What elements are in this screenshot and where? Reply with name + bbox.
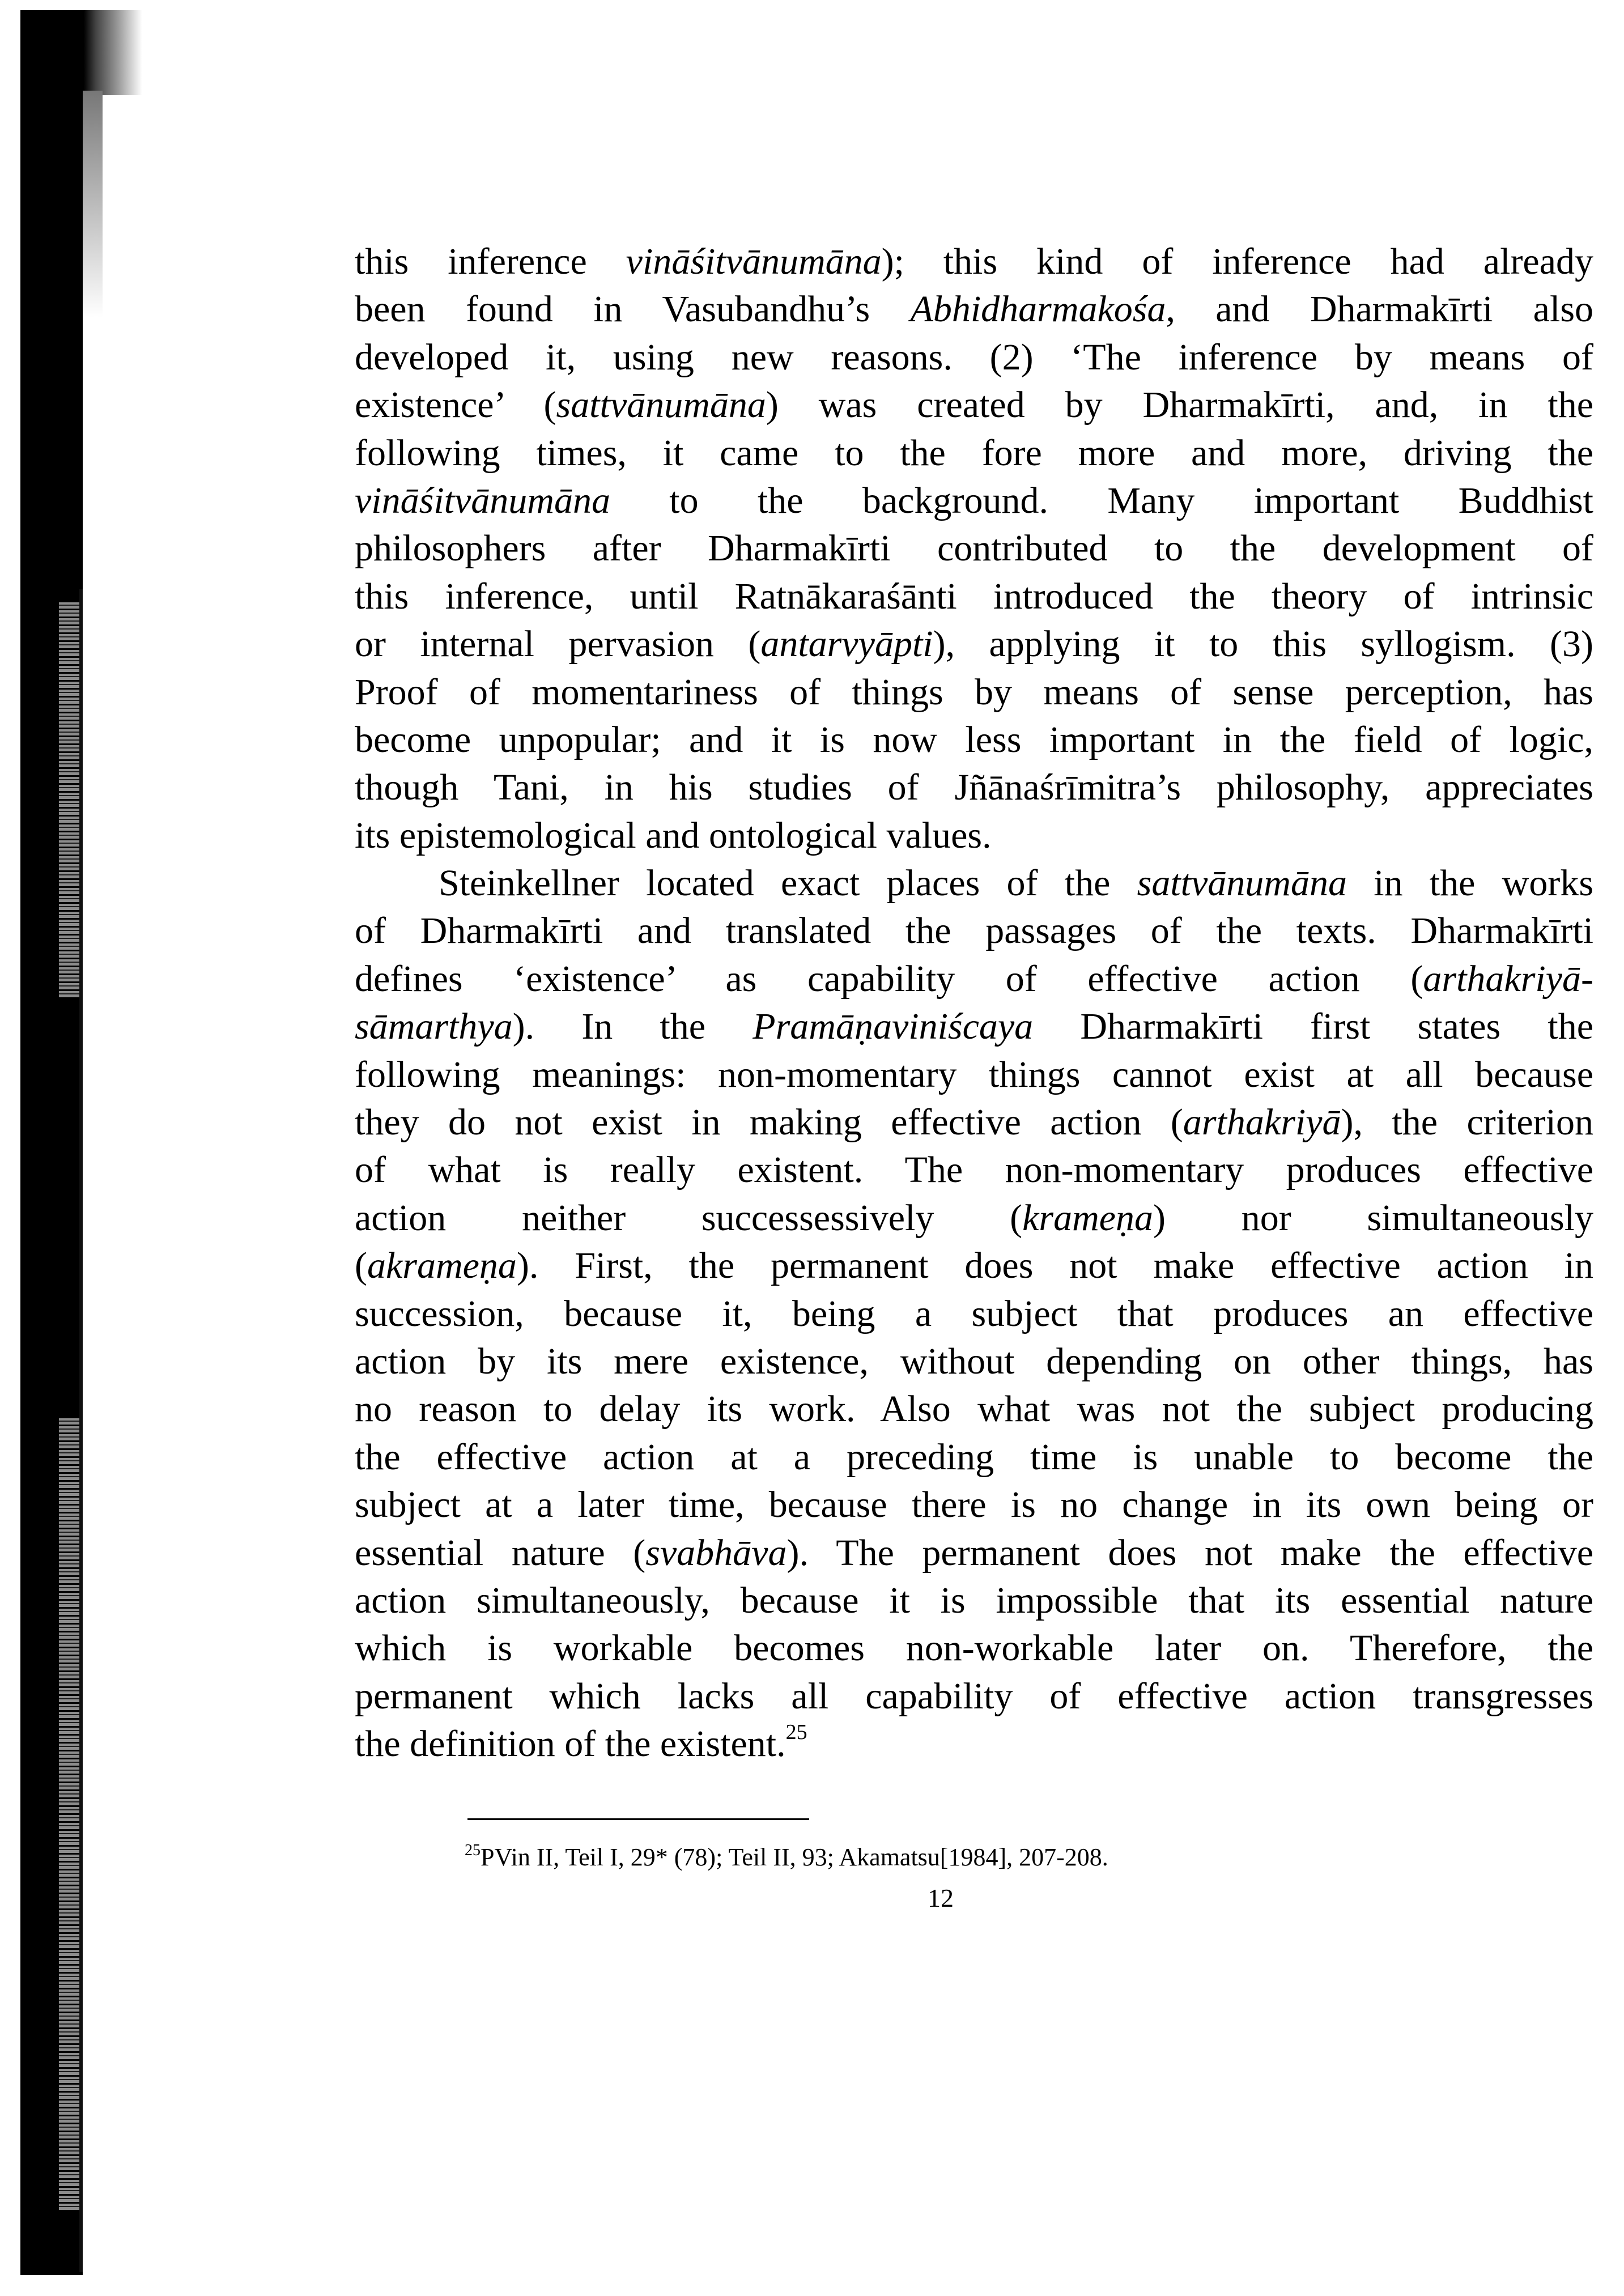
- text-run: this inference, until Ratnākaraśānti introduced the theory of intrinsic: [355, 575, 1593, 617]
- text-line: [355, 1673, 1593, 1720]
- text-run: become unpopular; and it is now less important in the field of logic,: [355, 718, 1593, 760]
- scan-speckle: [59, 1417, 82, 2210]
- italic-term: Abhidharmakośa: [910, 288, 1166, 330]
- text-run: the effective action at a preceding time is unable to become the: [355, 1436, 1593, 1478]
- text-line: [355, 764, 1593, 811]
- text-run: action neither successessively (: [355, 1197, 1023, 1239]
- text-run: action simultaneously, because it is impossible that its essential nature: [355, 1579, 1593, 1621]
- text-line: [355, 1481, 1593, 1529]
- text-line: [355, 238, 1593, 286]
- paragraph: [355, 238, 1593, 860]
- text-run: its epistemological and ontological values.: [355, 814, 992, 856]
- italic-term: sāmarthya: [355, 1006, 513, 1048]
- footnote-text: PVin II, Teil I, 29* (78); Teil II, 93; Akamatsu[1984], 207-208.: [481, 1843, 1108, 1871]
- footnote-rule: [467, 1818, 809, 1820]
- text-run: ). First, the permanent does not make effective action in: [516, 1245, 1593, 1287]
- text-run: to the background. Many important Buddhist: [610, 479, 1593, 521]
- text-run: following meanings: non-momentary things cannot exist at all because: [355, 1053, 1593, 1095]
- footnote-reference: 25: [785, 1720, 807, 1745]
- text-run: of what is really existent. The non-momentary produces effective: [355, 1149, 1593, 1191]
- text-line: [355, 1003, 1593, 1051]
- scan-shadow-fade: [83, 91, 103, 317]
- text-line: [355, 620, 1593, 668]
- text-line: [355, 716, 1593, 764]
- text-line: [355, 1529, 1593, 1577]
- text-run: the definition of the existent.: [355, 1723, 786, 1765]
- text-run: (: [355, 1245, 367, 1287]
- text-run: this inference: [355, 241, 626, 282]
- text-line: [355, 1434, 1593, 1481]
- italic-term: arthakriyā: [1183, 1102, 1341, 1143]
- text-run: ), applying it to this syllogism. (3): [933, 623, 1593, 665]
- text-run: defines ‘existence’ as capability of effective action (: [355, 958, 1423, 1000]
- text-run: existence’ (: [355, 384, 556, 426]
- text-line: [355, 1290, 1593, 1338]
- paragraph: [355, 860, 1593, 1768]
- text-line: [355, 477, 1593, 525]
- text-line: [355, 334, 1593, 381]
- text-line: [355, 1720, 1593, 1768]
- text-run: permanent which lacks all capability of effective action transgresses: [355, 1675, 1593, 1717]
- text-run: which is workable becomes non-workable later on. Therefore, the: [355, 1627, 1593, 1669]
- text-run: Dharmakīrti first states the: [1033, 1006, 1593, 1048]
- scan-shadow-top: [20, 10, 142, 95]
- text-run: of Dharmakīrti and translated the passages of the texts. Dharmakīrti: [355, 910, 1593, 952]
- text-run: Steinkellner located exact places of the: [439, 862, 1137, 904]
- italic-term: vināśitvānumāna: [355, 479, 610, 521]
- text-line: [355, 1194, 1593, 1242]
- text-line: [355, 1242, 1593, 1290]
- text-line: [355, 955, 1593, 1003]
- italic-term: sattvānumāna: [556, 384, 766, 426]
- text-line: [355, 573, 1593, 620]
- text-run: been found in Vasubandhu’s: [355, 288, 911, 330]
- text-run: essential nature (: [355, 1532, 646, 1574]
- text-line: [355, 1146, 1593, 1194]
- italic-term: akrameṇa: [367, 1245, 517, 1287]
- text-line: [355, 525, 1593, 572]
- text-line: [355, 1338, 1593, 1385]
- text-run: ) was created by Dharmakīrti, and, in the: [766, 384, 1594, 426]
- text-run: ), the criterion: [1341, 1102, 1593, 1143]
- text-run: ). In the: [512, 1006, 753, 1048]
- body-text: [355, 238, 1593, 1768]
- text-run: philosophers after Dharmakīrti contributed to the development of: [355, 528, 1593, 569]
- scan-edge: [79, 589, 83, 2272]
- text-run: following times, it came to the fore more and more, driving the: [355, 432, 1593, 474]
- text-run: Proof of momentariness of things by means of sense perception, has: [355, 671, 1593, 713]
- italic-term: Pramāṇaviniścaya: [753, 1006, 1034, 1048]
- italic-term: sattvānumāna: [1137, 862, 1347, 904]
- italic-term: krameṇa: [1022, 1197, 1154, 1239]
- text-run: though Tani, in his studies of Jñānaśrīmitra’s philosophy, appreciates: [355, 767, 1593, 809]
- text-run: action by its mere existence, without depending on other things, has: [355, 1340, 1593, 1382]
- text-run: succession, because it, being a subject that produces an effective: [355, 1292, 1593, 1334]
- italic-term: antarvyāpti: [760, 623, 933, 665]
- text-run: ). The permanent does not make the effective: [787, 1532, 1593, 1574]
- text-run: ) nor simultaneously: [1153, 1197, 1593, 1239]
- italic-term: svabhāva: [645, 1532, 787, 1574]
- text-run: ); this kind of inference had already: [881, 241, 1594, 282]
- text-line: [355, 1385, 1593, 1433]
- text-run: subject at a later time, because there is no change in its own being or: [355, 1484, 1593, 1526]
- text-line: [355, 907, 1593, 955]
- text-line: [355, 1625, 1593, 1672]
- text-line: [355, 812, 1593, 860]
- page-number: 12: [928, 1883, 954, 1912]
- text-line: [355, 1051, 1593, 1099]
- text-line: [355, 1577, 1593, 1625]
- text-run: in the works: [1346, 862, 1594, 904]
- text-run: , and Dharmakīrti also: [1166, 288, 1593, 330]
- text-line: [355, 669, 1593, 716]
- text-run: they do not exist in making effective action (: [355, 1102, 1183, 1143]
- text-line: [355, 286, 1593, 333]
- text-line: [355, 1099, 1593, 1146]
- text-run: developed it, using new reasons. (2) ‘The inference by means of: [355, 336, 1593, 378]
- text-line: [355, 381, 1593, 429]
- footnote-number: 25: [465, 1842, 481, 1859]
- text-line: [355, 860, 1593, 907]
- scan-speckle: [59, 601, 82, 997]
- text-run: or internal pervasion (: [355, 623, 761, 665]
- text-line: [355, 430, 1593, 477]
- italic-term: vināśitvānumāna: [626, 241, 882, 282]
- footnote: [465, 1842, 1108, 1873]
- italic-term: arthakriyā-: [1423, 958, 1593, 1000]
- text-run: no reason to delay its work. Also what was not the subject producing: [355, 1388, 1593, 1430]
